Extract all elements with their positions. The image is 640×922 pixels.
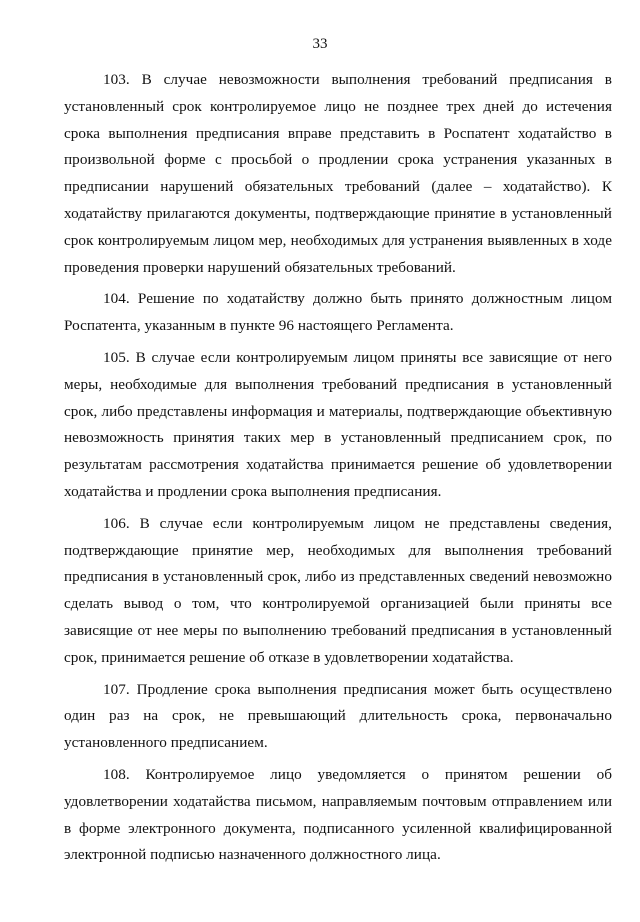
paragraph-107: 107. Продление срока выполнения предписания может быть осуществлено один раз на срок, не превышающий длительность срока, первоначально установленного предписанием. <box>64 680 612 752</box>
paragraph-103: 103. В случае невозможности выполнения требований предписания в установленный срок контролируемое лицо не позднее трех дней до истечения срока выполнения предписания вправе представить в Роспатент ходатайство в произвольной форме с просьбой о продлении срока устранения указанных в предписании нарушений обязательных требований (далее – ходатайство). К ходатайству прилагаются документы, подтверждающие принятие в установленный срок контролируемым лицом мер, необходимых для устранения выявленных в ходе проведения проверки нарушений обязательных требований. <box>64 71 612 276</box>
paragraph-108: 108. Контролируемое лицо уведомляется о принятом решении об удовлетворении ходатайства письмом, направляемым почтовым отправлением или в форме электронного документа, подписанного усиленной квалифицированной электронной подписью назначенного должностного лица. <box>64 765 612 864</box>
document-body <box>64 67 612 869</box>
paragraph-106: 106. В случае если контролируемым лицом не представлены сведения, подтверждающие принятие мер, необходимых для выполнения требований предписания в установленный срок, либо из представленных сведений невозможно сделать вывод о том, что контролируемой организацией были приняты все зависящие от нее меры по выполнению требований предписания в установленный срок, принимается решение об отказе в удовлетворении ходатайства. <box>64 514 612 666</box>
paragraph-105: 105. В случае если контролируемым лицом приняты все зависящие от него меры, необходимые для выполнения требований предписания в установленный срок, либо представлены информация и материалы, подтверждающие объективную невозможность принятия таких мер в установленный предписанием срок, по результатам рассмотрения ходатайства принимается решение об удовлетворении ходатайства и продлении срока выполнения предписания. <box>64 348 612 500</box>
page-number: 33 <box>312 36 328 52</box>
paragraph-104: 104. Решение по ходатайству должно быть принято должностным лицом Роспатента, указанным в пункте 96 настоящего Регламента. <box>64 290 612 335</box>
